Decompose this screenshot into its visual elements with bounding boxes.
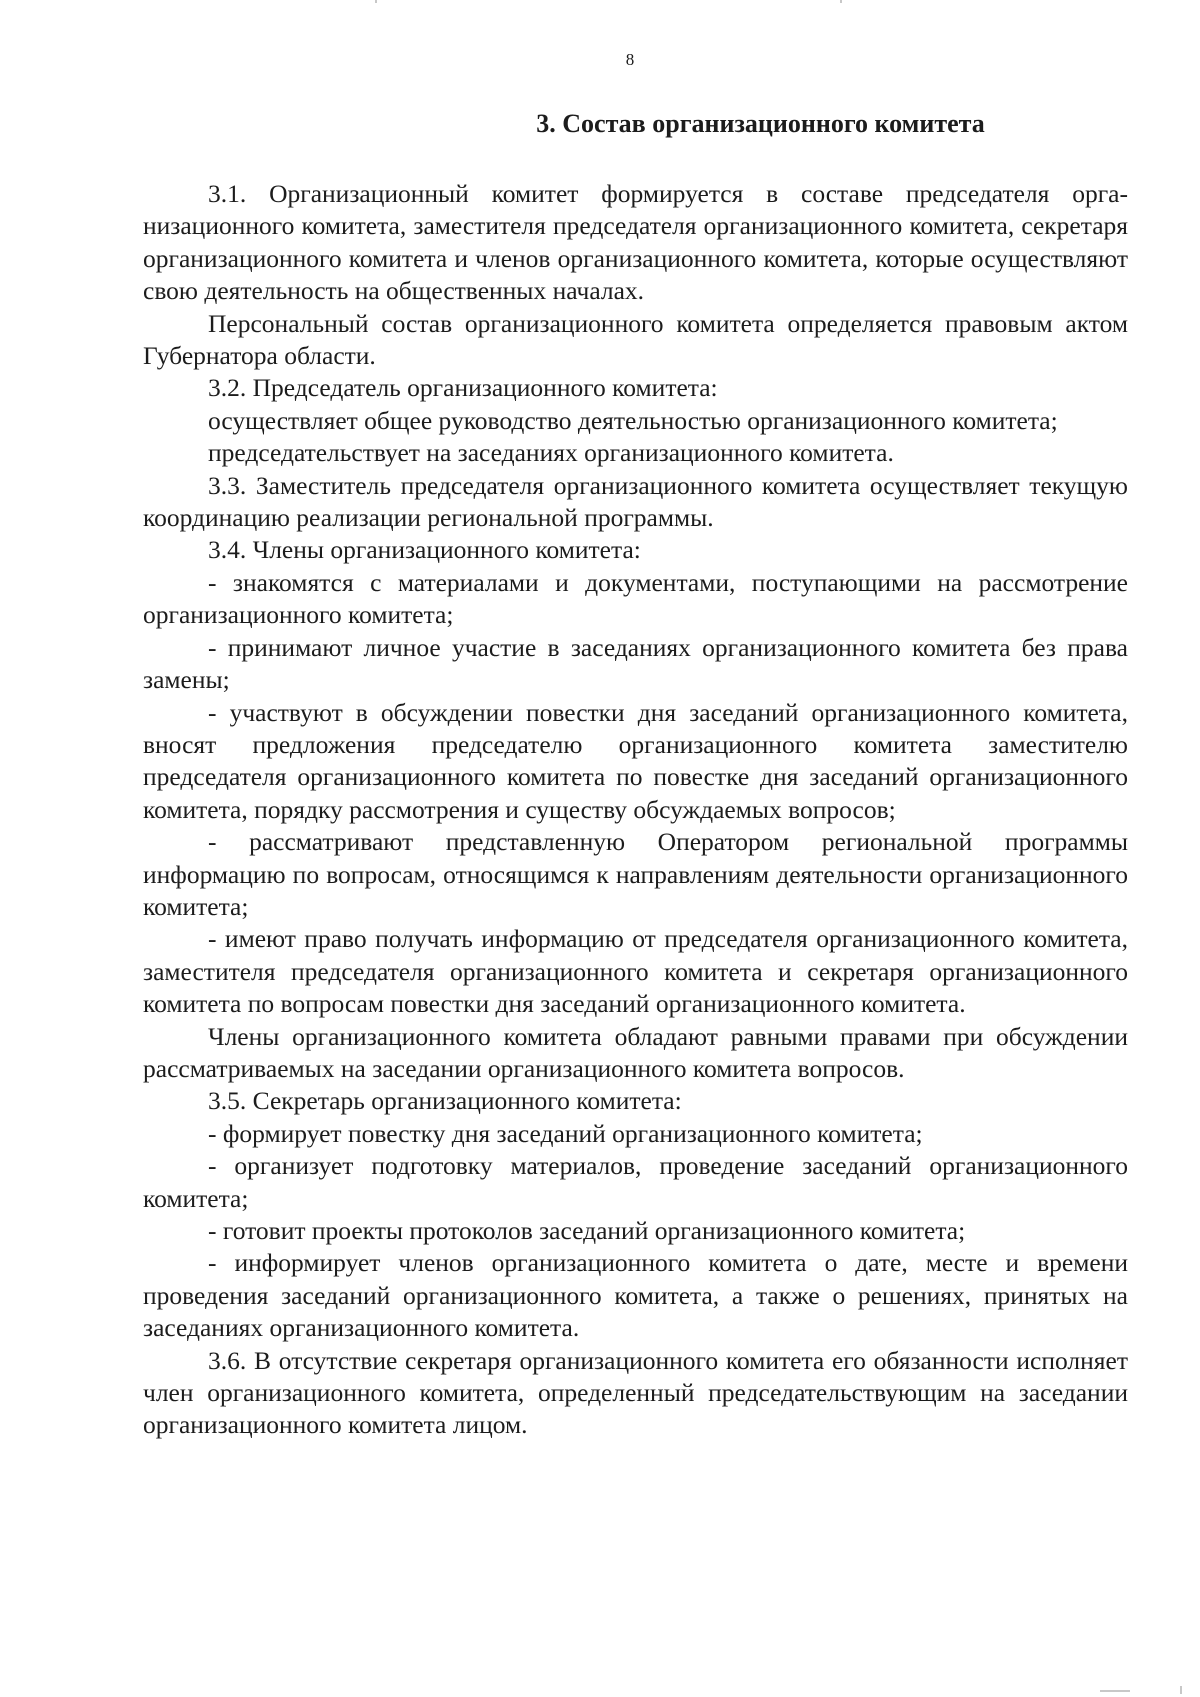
paragraph-secretary-duty-4: - информирует членов организационного комитета о дате, месте и времени проведения заседаний организационного комитета, а также о решениях, принятых на заседаниях организационного комитета. (143, 1248, 1128, 1343)
scan-artifact (840, 0, 842, 3)
paragraph-3-6: 3.6. В отсутствие секретаря организационного комитета его обязанности исполняет член организационного комитета, определенный председательствующим на заседании организационного комитета лицом. (143, 1345, 1128, 1440)
paragraph-personal-composition: Персональный состав организационного комитета определяется правовым актом Губернатора области. (143, 308, 1128, 371)
scan-artifact (1100, 1690, 1130, 1692)
paragraph-3-4: 3.4. Члены организационного комитета: (208, 535, 641, 565)
paragraph-chair-duty-1: осуществляет общее руководство деятельностью организационного комитета; (208, 405, 1058, 435)
scan-artifact (375, 0, 377, 3)
paragraph-secretary-duty-1: - формирует повестку дня заседаний организационного комитета; (208, 1118, 923, 1148)
paragraph-3-2: 3.2. Председатель организационного комитета: (208, 373, 718, 403)
section-title: 3. Состав организационного комитета (536, 109, 985, 138)
paragraph-members-equal-rights: Члены организационного комитета обладают равными правами при обсуждении рассматриваемых на заседании организационного комитета вопросов. (143, 1021, 1128, 1083)
paragraph-3-1: 3.1. Организационный комитет формируется в составе председателя организационного комитета, заместителя председателя организационного комитета, секретаря организационного комитета и членов организационного комитета, которые осуществляют свою деятельность на общественных началах. (143, 179, 1128, 306)
document-body (143, 104, 1128, 1442)
paragraph-members-duty-3: - участвуют в обсуждении повестки дня заседаний организационного комитета, вносят предложения председателю организационного комитета заместителю председателя организационного комитета по повестке дня заседаний организационного комитета, порядку рассмотрения и существу обсуждаемых вопросов; (143, 697, 1128, 824)
paragraph-3-3: 3.3. Заместитель председателя организационного комитета осуществляет текущую координацию реализации региональной программы. (143, 470, 1128, 533)
paragraph-chair-duty-2: председательствует на заседаниях организационного комитета. (208, 438, 894, 468)
paragraph-secretary-duty-2: - организует подготовку материалов, проведение заседаний организационного комитета; (143, 1151, 1128, 1213)
paragraph-members-duty-1: - знакомятся с материалами и документами, поступающими на рассмотрение организационного комитета; (143, 567, 1128, 630)
paragraph-members-duty-2: - принимают личное участие в заседаниях организационного комитета без права замены; (143, 632, 1128, 695)
page-number: 8 (625, 50, 635, 69)
paragraph-members-duty-5: - имеют право получать информацию от председателя организационного комитета, заместителя председателя организационного комитета и секретаря организационного комитета по вопросам повестки дня заседаний организационного комитета. (143, 924, 1128, 1019)
paragraph-secretary-duty-3: - готовит проекты протоколов заседаний организационного комитета; (208, 1216, 966, 1245)
paragraph-members-duty-4: - рассматривают представленную Оператором региональной программы информацию по вопросам, относящимся к направлениям деятельности организационного комитета; (143, 827, 1128, 921)
scan-artifact (1180, 1686, 1182, 1694)
paragraph-3-5: 3.5. Секретарь организационного комитета: (208, 1086, 682, 1116)
